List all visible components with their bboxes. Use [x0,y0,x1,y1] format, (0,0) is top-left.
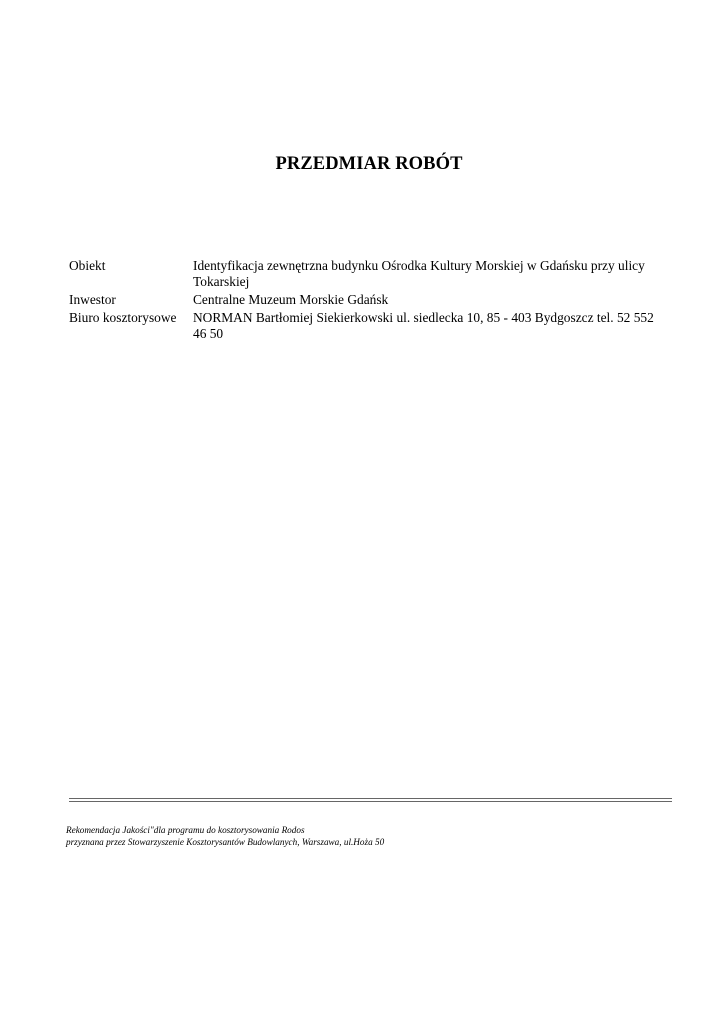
field-row-obiekt [69,258,679,290]
field-value-biuro-kosztorysowe: NORMAN Bartłomiej Siekierkowski ul. siedlecka 10, 85 - 403 Bydgoszcz tel. 52 552 46 50 [193,310,654,341]
field-row-biuro-kosztorysowe [69,310,679,342]
footer-note [66,824,706,848]
field-value-obiekt: Identyfikacja zewnętrzna budynku Ośrodka Kultury Morskiej w Gdańsku przy ulicy Tokarskiej [193,258,645,289]
footer-divider-top [69,798,672,799]
field-label-inwestor: Inwestor [69,292,116,307]
field-value-inwestor: Centralne Muzeum Morskie Gdańsk [193,292,389,307]
document-title: PRZEDMIAR ROBÓT [275,154,463,174]
footer-divider-bottom [69,801,672,802]
footer-line-2: przyznana przez Stowarzyszenie Kosztorysantów Budowlanych, Warszawa, ul.Hoża 50 [66,837,385,847]
document-info [69,258,679,344]
field-label-biuro-kosztorysowe: Biuro kosztorysowe [69,310,177,325]
footer-line-1: Rekomendacja Jakości"dla programu do kosztorysowania Rodos [66,825,305,835]
field-label-obiekt: Obiekt [69,258,106,273]
field-row-inwestor [69,292,679,308]
